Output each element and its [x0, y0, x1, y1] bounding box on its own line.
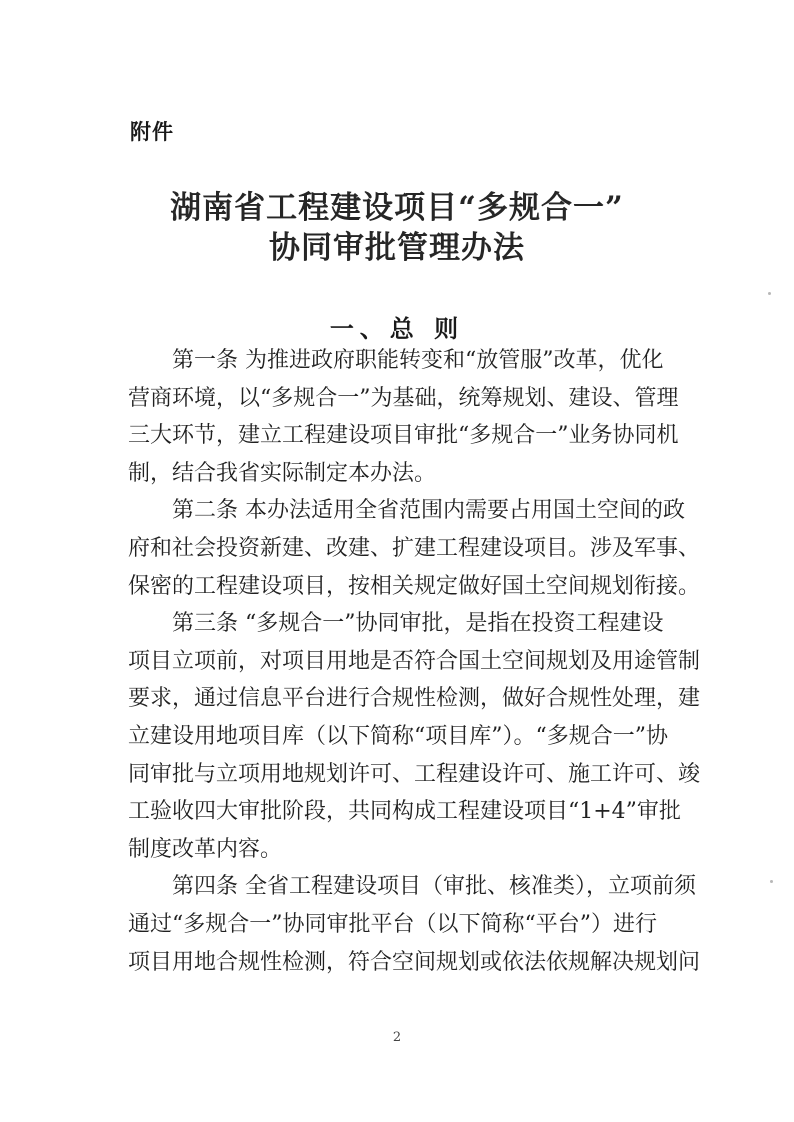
text-line: 府和社会投资新建、改建、扩建工程建设项目。涉及军事、 — [128, 535, 701, 561]
text-line: 三大环节，建立工程建设项目审批“多规合一”业务协同机 — [128, 423, 679, 449]
text-line: 第四条 全省工程建设项目（审批、核准类），立项前须 — [172, 874, 696, 900]
text-line: 要求，通过信息平台进行合规性检测，做好合规性处理，建 — [128, 686, 701, 712]
article-2 — [128, 492, 701, 605]
attachment-label: 附件 — [130, 120, 174, 144]
text-line: 制度改革内容。 — [128, 836, 283, 862]
article-1 — [128, 342, 679, 492]
text-line: 保密的工程建设项目，按相关规定做好国土空间规划衔接。 — [128, 573, 701, 599]
article-4 — [128, 868, 701, 981]
text-line: 项目立项前，对项目用地是否符合国土空间规划及用途管制 — [128, 648, 701, 674]
text-line: 第二条 本办法适用全省范围内需要占用国土空间的政 — [172, 498, 685, 524]
document-title-line-2: 协同审批管理办法 — [269, 230, 525, 266]
text-line: 制，结合我省实际制定本办法。 — [128, 460, 437, 486]
text-line: 立建设用地项目库（以下简称“项目库”）。“多规合一”协 — [128, 723, 668, 749]
text-line: 第三条 “多规合一”协同审批，是指在投资工程建设 — [172, 611, 664, 637]
page-number: 2 — [392, 1030, 402, 1045]
text-line: 第一条 为推进政府职能转变和“放管服”改革，优化 — [172, 348, 664, 373]
text-line: 工验收四大审批阶段，共同构成工程建设项目“1+4”审批 — [128, 799, 681, 825]
text-line: 通过“多规合一”协同审批平台（以下简称“平台”）进行 — [128, 911, 657, 937]
article-3 — [128, 605, 701, 868]
text-line: 同审批与立项用地规划许可、工程建设许可、施工许可、竣 — [128, 761, 701, 787]
text-line: 项目用地合规性检测，符合空间规划或依法依规解决规划问 — [128, 949, 701, 975]
document-title-line-1: 湖南省工程建设项目“多规合一” — [170, 190, 624, 226]
scan-speck — [768, 292, 771, 295]
scan-speck — [770, 880, 773, 883]
text-line: 营商环境，以“多规合一”为基础，统筹规划、建设、管理 — [128, 385, 679, 411]
document-body — [128, 342, 701, 981]
section-heading: 一、总 则 — [329, 315, 465, 343]
